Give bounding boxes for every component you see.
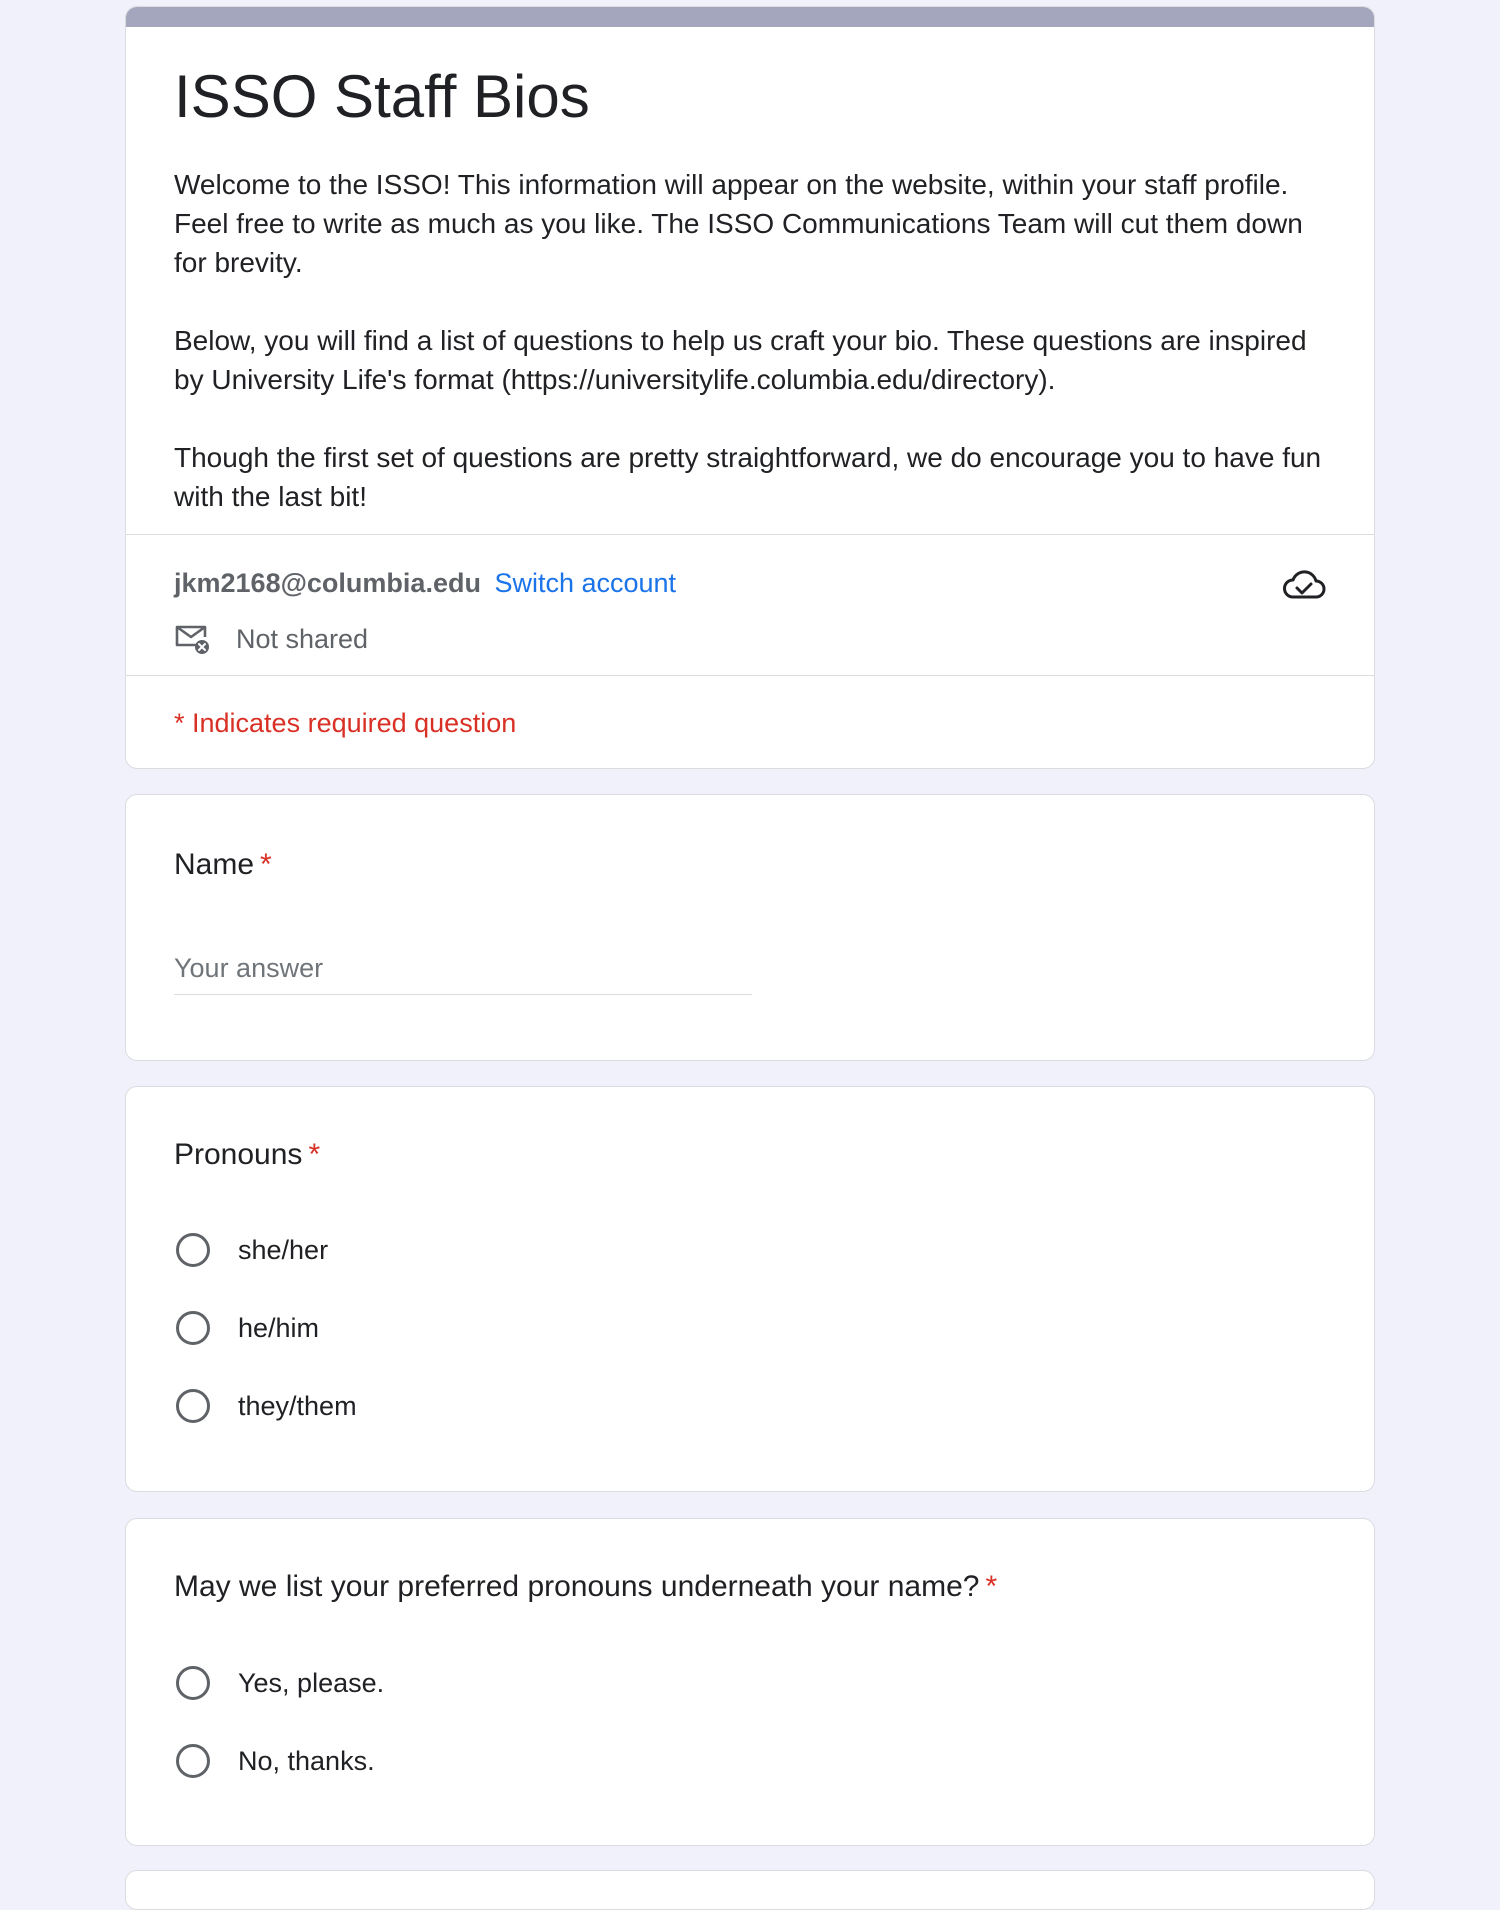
radio-option-no[interactable] — [174, 1739, 375, 1783]
description-paragraph: Below, you will find a list of questions to help us craft your bio. These questions are inspired by University Life's format (https://universitylife.columbia.edu/directory). — [174, 325, 1307, 395]
radio-button[interactable] — [176, 1389, 210, 1423]
radio-option-they-them[interactable] — [174, 1384, 357, 1428]
required-asterisk: * — [985, 1570, 998, 1603]
name-answer-input[interactable] — [174, 953, 752, 995]
radio-label: Yes, please. — [238, 1667, 385, 1698]
question-title — [174, 1567, 997, 1607]
question-title-text: Name — [174, 848, 255, 881]
required-asterisk: * — [308, 1138, 321, 1171]
radio-option-she-her[interactable] — [174, 1228, 328, 1272]
description-paragraph: Welcome to the ISSO! This information will appear on the website, within your staff profile. Feel free to write as much as you like. The ISSO Communications Team will cut them down for brevity. — [174, 169, 1303, 278]
cloud-saved-icon[interactable] — [1282, 567, 1326, 603]
radio-option-he-him[interactable] — [174, 1306, 319, 1350]
question-card-pronoun-listing — [125, 1518, 1375, 1846]
radio-button[interactable] — [176, 1311, 210, 1345]
not-shared-label: Not shared — [236, 623, 369, 654]
radio-label: they/them — [238, 1390, 357, 1421]
radio-label: he/him — [238, 1312, 320, 1343]
radio-button[interactable] — [176, 1666, 210, 1700]
radio-button[interactable] — [176, 1744, 210, 1778]
question-title — [174, 1135, 320, 1175]
header-accent-stripe — [126, 7, 1374, 27]
account-line — [174, 565, 676, 601]
question-card-name — [125, 794, 1375, 1061]
question-card-next — [125, 1870, 1375, 1910]
header-divider — [126, 675, 1374, 676]
question-title-text: May we list your preferred pronouns underneath your name? — [174, 1570, 980, 1603]
radio-label: No, thanks. — [238, 1745, 375, 1776]
account-email: jkm2168@columbia.edu — [174, 568, 481, 598]
question-title — [174, 845, 272, 885]
radio-button[interactable] — [176, 1233, 210, 1267]
switch-account-link[interactable]: Switch account — [494, 568, 677, 598]
description-paragraph: Though the first set of questions are pretty straightforward, we do encourage you to have fun with the last bit! — [174, 442, 1322, 512]
form-header-card — [125, 6, 1375, 769]
radio-option-yes[interactable] — [174, 1661, 384, 1705]
question-title-text: Pronouns — [174, 1138, 303, 1171]
form-title: ISSO Staff Bios — [174, 63, 590, 130]
header-divider — [126, 534, 1374, 535]
required-asterisk: * — [260, 848, 272, 881]
radio-label: she/her — [238, 1234, 329, 1265]
form-description — [174, 165, 1334, 516]
required-note: * Indicates required question — [174, 708, 517, 738]
mail-not-shared-icon — [174, 623, 210, 655]
question-card-pronouns — [125, 1086, 1375, 1492]
email-sharing-status — [174, 619, 368, 659]
